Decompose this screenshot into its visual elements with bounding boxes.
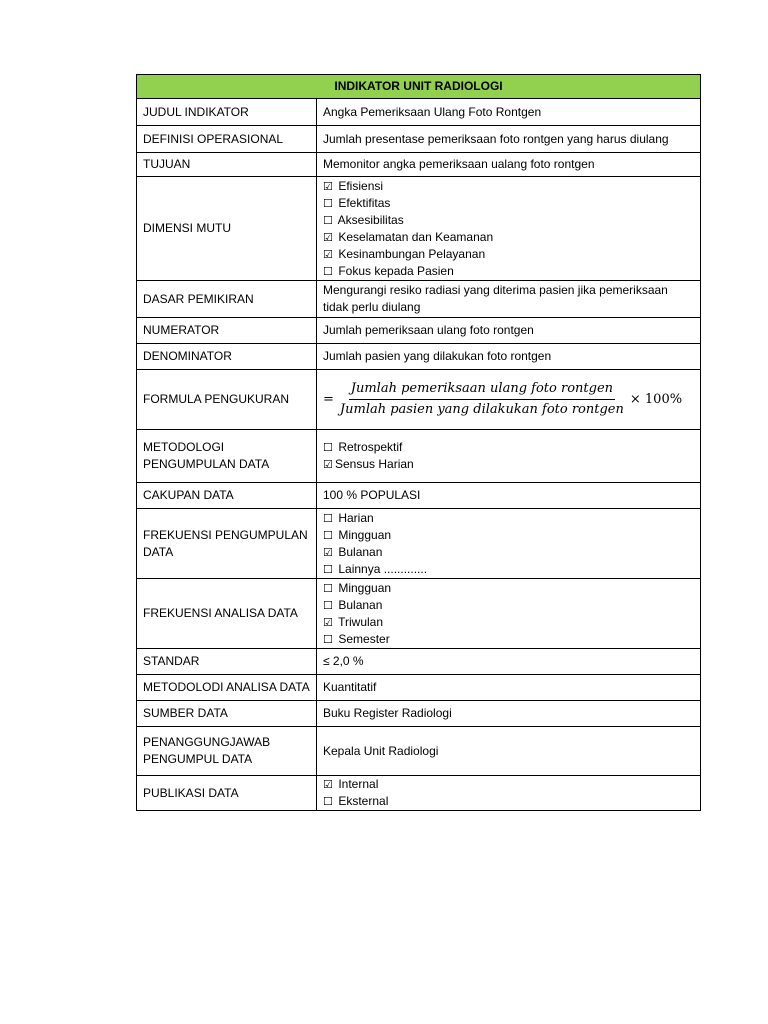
row-label: METODOLODI ANALISA DATA <box>137 675 317 701</box>
row-tujuan <box>137 153 701 177</box>
option-item <box>323 561 694 578</box>
checkbox-icon: ☐ <box>323 441 333 454</box>
option-item <box>323 580 694 597</box>
option-label: Efisiensi <box>338 178 384 193</box>
row-label: FORMULA PENGUKURAN <box>137 370 317 430</box>
checkbox-icon: ☐ <box>323 562 333 576</box>
row-value: Memonitor angka pemeriksaan ualang foto rontgen <box>317 153 701 177</box>
option-item <box>323 263 694 280</box>
checkbox-icon: ☑ <box>323 545 333 559</box>
checkbox-icon: ☐ <box>323 581 333 595</box>
checkbox-icon: ☑ <box>323 247 333 261</box>
option-label: Mingguan <box>338 527 392 542</box>
option-item <box>323 793 694 810</box>
row-value: Mengurangi resiko radiasi yang diterima pasien jika pemeriksaan tidak perlu diulang <box>317 281 701 318</box>
checkbox-icon: ☑ <box>323 179 333 193</box>
title-row <box>137 75 701 99</box>
row-numerator <box>137 318 701 344</box>
row-frekuensi-pengumpulan <box>137 509 701 579</box>
row-sumber <box>137 701 701 727</box>
option-label: Bulanan <box>338 544 383 559</box>
checkbox-list <box>317 509 701 579</box>
option-label: Bulanan <box>338 597 383 612</box>
option-label: Sensus Harian <box>335 457 414 471</box>
checkbox-icon: ☑ <box>323 615 333 629</box>
row-label: DEFINISI OPERASIONAL <box>137 126 317 153</box>
row-label: PENANGGUNGJAWAB PENGUMPUL DATA <box>137 727 317 776</box>
option-label: Aksesibilitas <box>337 212 404 227</box>
indicator-table <box>136 74 701 811</box>
row-judul <box>137 99 701 126</box>
row-label: CAKUPAN DATA <box>137 483 317 509</box>
option-label: Mingguan <box>338 580 392 595</box>
option-label: Semester <box>338 631 390 646</box>
option-item <box>323 246 694 263</box>
row-penanggung <box>137 727 701 776</box>
option-item <box>323 229 694 246</box>
option-item <box>323 544 694 561</box>
checkbox-icon: ☑ <box>323 230 333 244</box>
row-value: Buku Register Radiologi <box>317 701 701 727</box>
checkbox-icon: ☐ <box>323 795 333 808</box>
row-standar <box>137 649 701 675</box>
row-label: METODOLOGI PENGUMPULAN DATA <box>137 430 317 483</box>
option-label: Harian <box>338 510 374 525</box>
row-definisi <box>137 126 701 153</box>
row-value: Jumlah presentase pemeriksaan foto rontgen yang harus diulang <box>317 126 701 153</box>
row-value: Jumlah pemeriksaan ulang foto rontgen <box>317 318 701 344</box>
checkbox-icon: ☐ <box>323 213 333 227</box>
option-item <box>323 195 694 212</box>
option-item <box>323 456 694 473</box>
checkbox-list <box>317 430 701 483</box>
checkbox-icon: ☑ <box>323 778 333 791</box>
row-label: NUMERATOR <box>137 318 317 344</box>
option-item <box>323 212 694 229</box>
option-item <box>323 776 694 793</box>
row-label: TUJUAN <box>137 153 317 177</box>
row-label: FREKUENSI ANALISA DATA <box>137 579 317 649</box>
row-metodolodi-analisa <box>137 675 701 701</box>
row-formula <box>137 370 701 430</box>
row-label: PUBLIKASI DATA <box>137 776 317 811</box>
checkbox-icon: ☐ <box>323 598 333 612</box>
row-value: Kepala Unit Radiologi <box>317 727 701 776</box>
option-item <box>323 597 694 614</box>
formula-equals: = <box>323 392 334 407</box>
formula-fraction <box>338 380 626 419</box>
row-label: FREKUENSI PENGUMPULAN DATA <box>137 509 317 579</box>
checkbox-list <box>317 177 701 281</box>
checkbox-list <box>317 776 701 811</box>
formula-cell <box>317 370 701 430</box>
row-value: Angka Pemeriksaan Ulang Foto Rontgen <box>317 99 701 126</box>
row-value: ≤ 2,0 % <box>317 649 701 675</box>
row-frekuensi-analisa <box>137 579 701 649</box>
row-value: Jumlah pasien yang dilakukan foto rontgen <box>317 344 701 370</box>
option-label: Keselamatan dan Keamanan <box>338 229 494 244</box>
row-label: SUMBER DATA <box>137 701 317 727</box>
option-item <box>323 527 694 544</box>
row-label: STANDAR <box>137 649 317 675</box>
row-cakupan <box>137 483 701 509</box>
indicator-sheet <box>136 74 700 811</box>
checkbox-list <box>317 579 701 649</box>
formula-numerator: Jumlah pemeriksaan ulang foto rontgen <box>349 380 615 400</box>
checkbox-icon: ☑ <box>323 458 333 471</box>
row-denominator <box>137 344 701 370</box>
row-publikasi <box>137 776 701 811</box>
option-item <box>323 439 694 456</box>
row-value: Kuantitatif <box>317 675 701 701</box>
row-dimensi <box>137 177 701 281</box>
option-label: Retrospektif <box>338 440 403 454</box>
formula-multiplier: × 100% <box>629 392 683 407</box>
option-item <box>323 614 694 631</box>
checkbox-icon: ☐ <box>323 196 333 210</box>
row-label: DIMENSI MUTU <box>137 177 317 281</box>
row-dasar <box>137 281 701 318</box>
option-item <box>323 178 694 195</box>
checkbox-icon: ☐ <box>323 511 333 525</box>
option-label: Internal <box>338 777 379 791</box>
table-title: INDIKATOR UNIT RADIOLOGI <box>137 75 701 99</box>
row-label: JUDUL INDIKATOR <box>137 99 317 126</box>
row-metodologi <box>137 430 701 483</box>
row-label: DENOMINATOR <box>137 344 317 370</box>
option-label: Lainnya ............. <box>338 561 428 576</box>
option-label: Eksternal <box>338 794 389 808</box>
formula <box>323 380 694 419</box>
option-label: Efektifitas <box>338 195 391 210</box>
option-item <box>323 510 694 527</box>
formula-denominator: Jumlah pasien yang dilakukan foto rontgen <box>339 402 624 417</box>
row-label: DASAR PEMIKIRAN <box>137 281 317 318</box>
checkbox-icon: ☐ <box>323 528 333 542</box>
option-label: Kesinambungan Pelayanan <box>338 246 486 261</box>
checkbox-icon: ☐ <box>323 264 333 278</box>
option-label: Fokus kepada Pasien <box>338 263 454 278</box>
option-label: Triwulan <box>338 614 384 629</box>
checkbox-icon: ☐ <box>323 632 333 646</box>
option-item <box>323 631 694 648</box>
row-value: 100 % POPULASI <box>317 483 701 509</box>
